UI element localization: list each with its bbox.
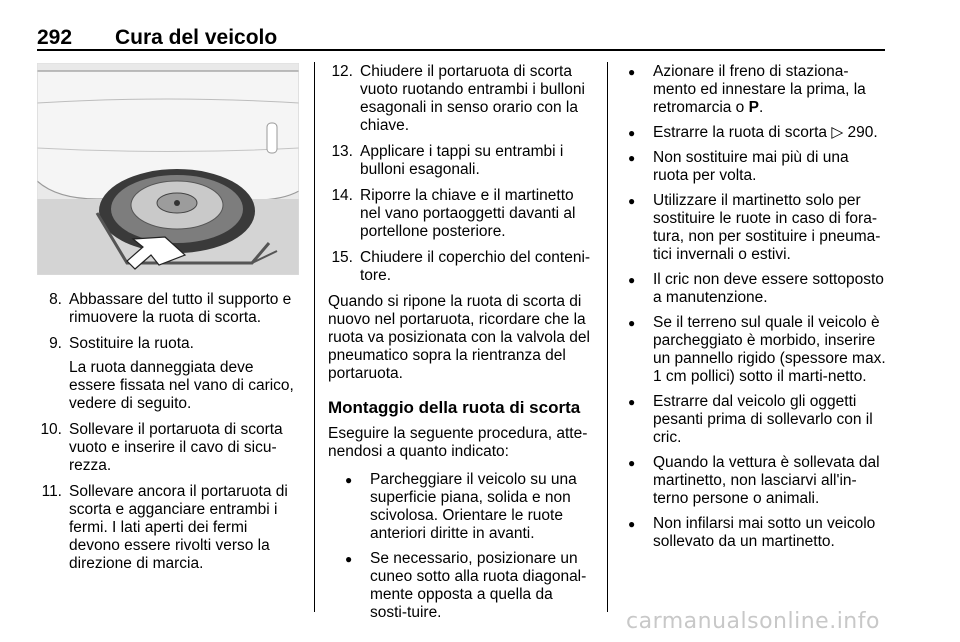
gear-p-label: P <box>748 99 759 116</box>
list-item: ● Parcheggiare il veicolo su una superficie piana, solida e non scivolosa. Orientare le ruote anteriori diritte in avanti. <box>342 471 592 543</box>
list-item: ● Se il terreno sul quale il veicolo è parcheggiato è morbido, inserire un pannello rigido (spessore max. 1 cm pollici) sotto il marti-netto. <box>625 314 887 386</box>
list-item: ● Utilizzare il martinetto solo per sostituire le ruote in caso di fora-tura, non per sostituire i pneuma-tici invernali o estivi. <box>625 192 887 264</box>
step-number: 15. <box>331 249 353 266</box>
bullet-text-tail: . <box>758 99 764 116</box>
step-note: La ruota danneggiata deve essere fissata nel vano di carico, vedere di seguito. <box>69 359 294 412</box>
step-number: 13. <box>331 143 353 160</box>
step-text: Riporre la chiave e il martinetto nel vano portaoggetti davanti al portellone posteriore. <box>360 187 576 240</box>
storage-note: Quando si ripone la ruota di scorta di nuovo nel portaruota, ricordare che la ruota va posizionata con la valvola del pneumatico sopra la rientranza del portaruota. <box>328 293 590 382</box>
list-item: ● Il cric non deve essere sottoposto a manutenzione. <box>625 271 887 307</box>
spare-wheel-illustration <box>37 63 299 275</box>
list-item <box>625 63 887 117</box>
step-text: Sollevare ancora il portaruota di scorta e agganciare entrambi i fermi. I lati aperti dei fermi devono essere rivolti verso la direzione di marcia. <box>69 483 288 572</box>
list-item: ● Estrarre dal veicolo gli oggetti pesanti prima di sollevarlo con il cric. <box>625 393 887 447</box>
steps-list-1 <box>37 291 299 581</box>
step-number: 9. <box>49 335 62 352</box>
column-2 <box>328 63 592 629</box>
section-intro: Eseguire la seguente procedura, atte-nendosi a quanto indicato: <box>328 425 588 460</box>
column-3 <box>625 63 887 558</box>
page-header <box>37 14 885 52</box>
header-rule <box>37 49 885 51</box>
steps-list-2 <box>328 63 592 285</box>
step-text: Abbassare del tutto il supporto e rimuovere la ruota di scorta. <box>69 291 292 326</box>
column-divider <box>314 62 315 612</box>
list-item: ● Se necessario, posizionare un cuneo sotto alla ruota diagonal-mente opposta a quella da sosti-tuire. <box>342 550 592 622</box>
list-item: ● Estrarre la ruota di scorta ▷ 290. <box>625 124 887 142</box>
section-heading: Montaggio della ruota di scorta <box>328 398 581 417</box>
step-number: 11. <box>41 483 62 500</box>
step-text: Chiudere il coperchio del conteni-tore. <box>360 249 591 284</box>
step-number: 14. <box>331 187 353 204</box>
list-item: ● Non sostituire mai più di una ruota per volta. <box>625 149 887 185</box>
step-number: 10. <box>40 421 62 438</box>
bullet-list-3 <box>625 63 887 551</box>
page-number: 292 <box>37 26 73 49</box>
list-item: ● Quando la vettura è sollevata dal martinetto, non lasciarvi all'in-terno persone o animali. <box>625 454 887 508</box>
step-number: 8. <box>49 291 62 308</box>
list-item <box>37 483 299 573</box>
bullet-text: Azionare il freno di staziona-mento ed innestare la prima, la retromarcia o <box>653 63 866 116</box>
step-text: Chiudere il portaruota di scorta vuoto ruotando entrambi i bulloni esagonali in senso orario con la chiave. <box>360 63 585 134</box>
step-text: Sollevare il portaruota di scorta vuoto e inserire il cavo di sicu-rezza. <box>69 421 283 474</box>
list-item <box>37 421 299 475</box>
step-number: 12. <box>331 63 353 80</box>
bullet-list-2 <box>342 471 592 622</box>
list-item <box>328 249 592 285</box>
list-item: ● Non infilarsi mai sotto un veicolo sollevato da un martinetto. <box>625 515 887 551</box>
step-text: Sostituire la ruota. <box>69 335 194 352</box>
list-item <box>328 187 592 241</box>
list-item <box>37 335 299 413</box>
list-item <box>328 143 592 179</box>
column-divider <box>607 62 608 612</box>
step-text: Applicare i tappi su entrambi i bulloni esagonali. <box>360 143 564 178</box>
watermark: carmanualsonline.info <box>626 609 880 634</box>
column-1 <box>37 63 299 603</box>
list-item <box>328 63 592 135</box>
list-item <box>37 291 299 327</box>
page-title: Cura del veicolo <box>115 26 278 49</box>
